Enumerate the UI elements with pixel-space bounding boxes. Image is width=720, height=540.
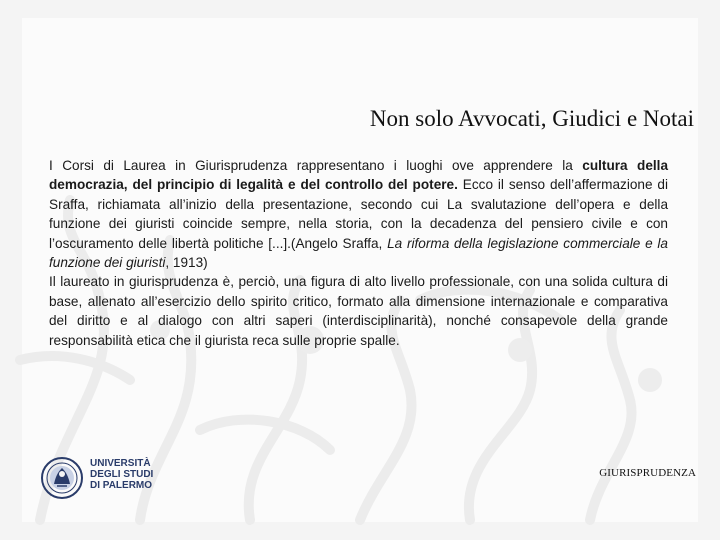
- university-name-line-1: UNIVERSITÀ: [90, 458, 151, 469]
- paragraph-1-text-c: , 1913): [165, 255, 208, 271]
- paragraph-2: Il laureato in giurisprudenza è, perciò, una figura di alto livello professionale, con una solida cultura di base, allenato all’esercizio dello spirito critico, formato alla dimensione internazionale e comparativa del diritto e al dialogo con altri saperi (interdisciplinarità), nonché consapevole della grande responsabilità etica che il giurista reca sulle proprie spalle.: [49, 274, 668, 348]
- paragraph-1-bold: cultura della democrazia, del principio di legalità e del controllo del potere.: [49, 158, 669, 193]
- slide-title: Non solo Avvocati, Giudici e Notai: [369, 106, 694, 131]
- body-text: [49, 156, 668, 350]
- university-name-line-3: DI PALERMO: [90, 480, 153, 491]
- paragraph-1: [49, 156, 668, 272]
- paragraph-1-italic-title: La riforma della legislazione commerciale e la funzione dei giuristi: [49, 235, 668, 271]
- paragraph-1-text-a: I Corsi di Laurea in Giurisprudenza rappresentano i luoghi ove apprendere la: [49, 158, 583, 173]
- university-seal-icon: [40, 456, 84, 500]
- university-name: [90, 458, 170, 491]
- university-logo: [40, 456, 170, 502]
- footer-department-label: GIURISPRUDENZA: [599, 467, 696, 479]
- paragraph-1-text-b: Ecco il senso dell’affermazione di Sraffa, richiamata all’inizio della presentazione, secondo cui La svalutazione dell’opera e della funzione dei giuristi coincide sempre, nella storia, con la decadenza del pensiero civile e con l’oscuramento delle libertà politiche [...].(Angelo Sraffa,: [49, 177, 668, 251]
- university-name-line-2: DEGLI STUDI: [90, 469, 154, 480]
